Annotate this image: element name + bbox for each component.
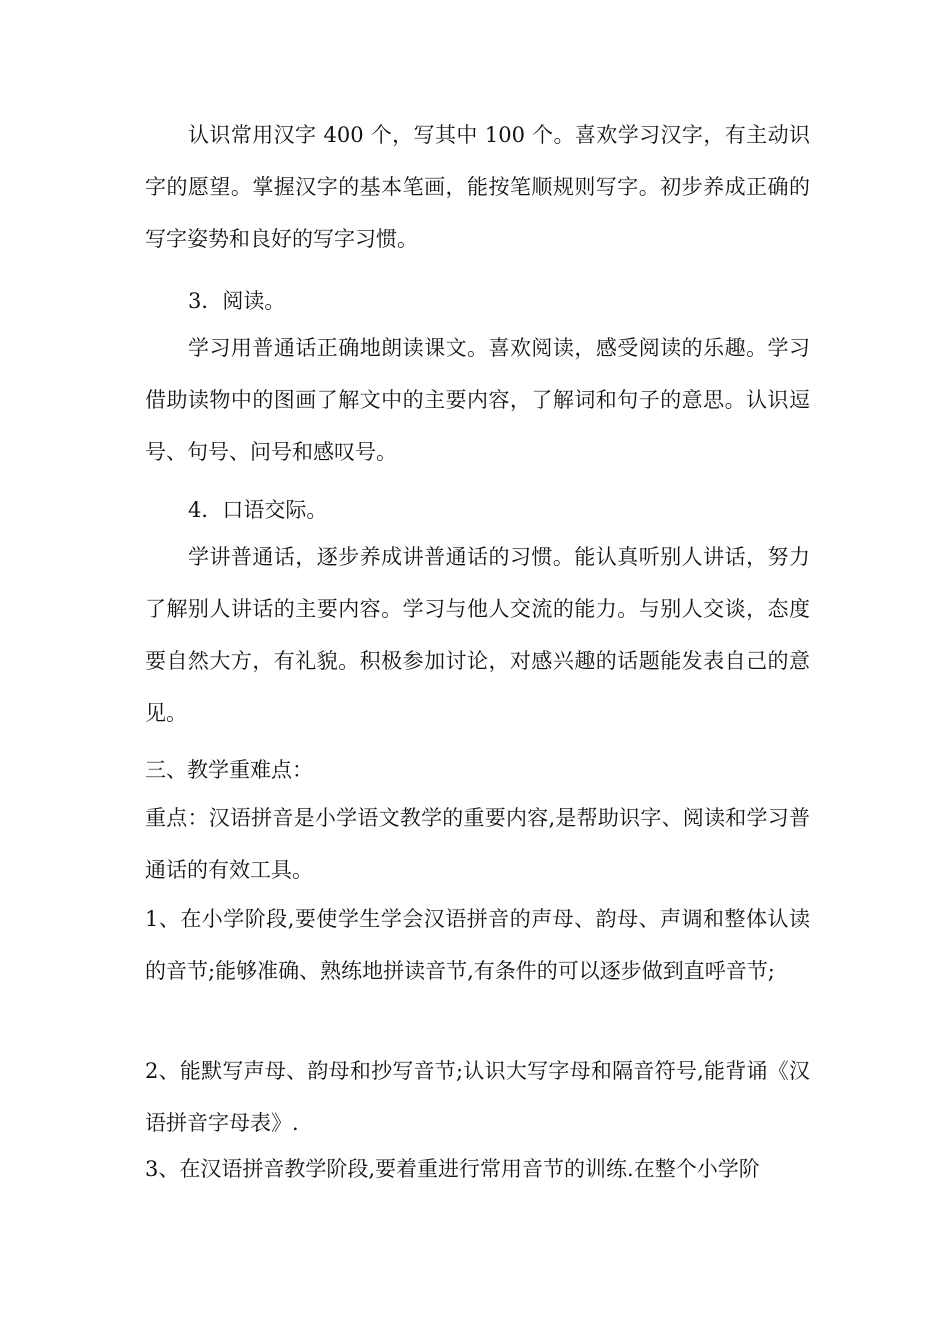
list-item-2: [145, 1045, 810, 1149]
list-item-1: [145, 893, 810, 997]
list-item-text: 1、在小学阶段,要使学生学会汉语拼音的声母、韵母、声调和整体认读的音节;能够准确、熟练地拼读音节,有条件的可以逐步做到直呼音节;: [145, 907, 810, 983]
section-title: [145, 744, 810, 796]
paragraph-text: 重点：汉语拼音是小学语文教学的重要内容,是帮助识字、阅读和学习普通话的有效工具。: [145, 806, 810, 882]
paragraph-text: 学习用普通话正确地朗读课文。喜欢阅读，感受阅读的乐趣。学习借助读物中的图画了解文中的主要内容，了解词和句子的意思。认识逗号、句号、问号和感叹号。: [145, 336, 810, 464]
paragraph-text: 认识常用汉字 400 个，写其中 100 个。喜欢学习汉字，有主动识字的愿望。掌握汉字的基本笔画，能按笔顺规则写字。初步养成正确的写字姿势和良好的写字习惯。: [145, 123, 810, 251]
heading-text: 4．口语交际。: [188, 498, 328, 522]
paragraph-key-point: [145, 792, 810, 896]
paragraph-oral-communication: [145, 531, 810, 739]
list-item-text: 3、在汉语拼音教学阶段,要着重进行常用音节的训练.在整个小学阶: [145, 1157, 760, 1181]
list-item-3: [145, 1143, 810, 1195]
paragraph-reading: [145, 322, 810, 478]
list-item-text: 2、能默写声母、韵母和抄写音节;认识大写字母和隔音符号,能背诵《汉语拼音字母表》.: [145, 1059, 810, 1135]
heading-reading: [145, 275, 810, 327]
section-title-text: 三、教学重难点：: [145, 758, 313, 782]
heading-text: 3．阅读。: [188, 289, 286, 313]
paragraph-literacy: [145, 109, 810, 265]
heading-oral-communication: [145, 484, 810, 536]
paragraph-text: 学讲普通话，逐步养成讲普通话的习惯。能认真听别人讲话，努力了解别人讲话的主要内容。学习与他人交流的能力。与别人交谈，态度要自然大方，有礼貌。积极参加讨论，对感兴趣的话题能发表自己的意见。: [145, 545, 810, 725]
